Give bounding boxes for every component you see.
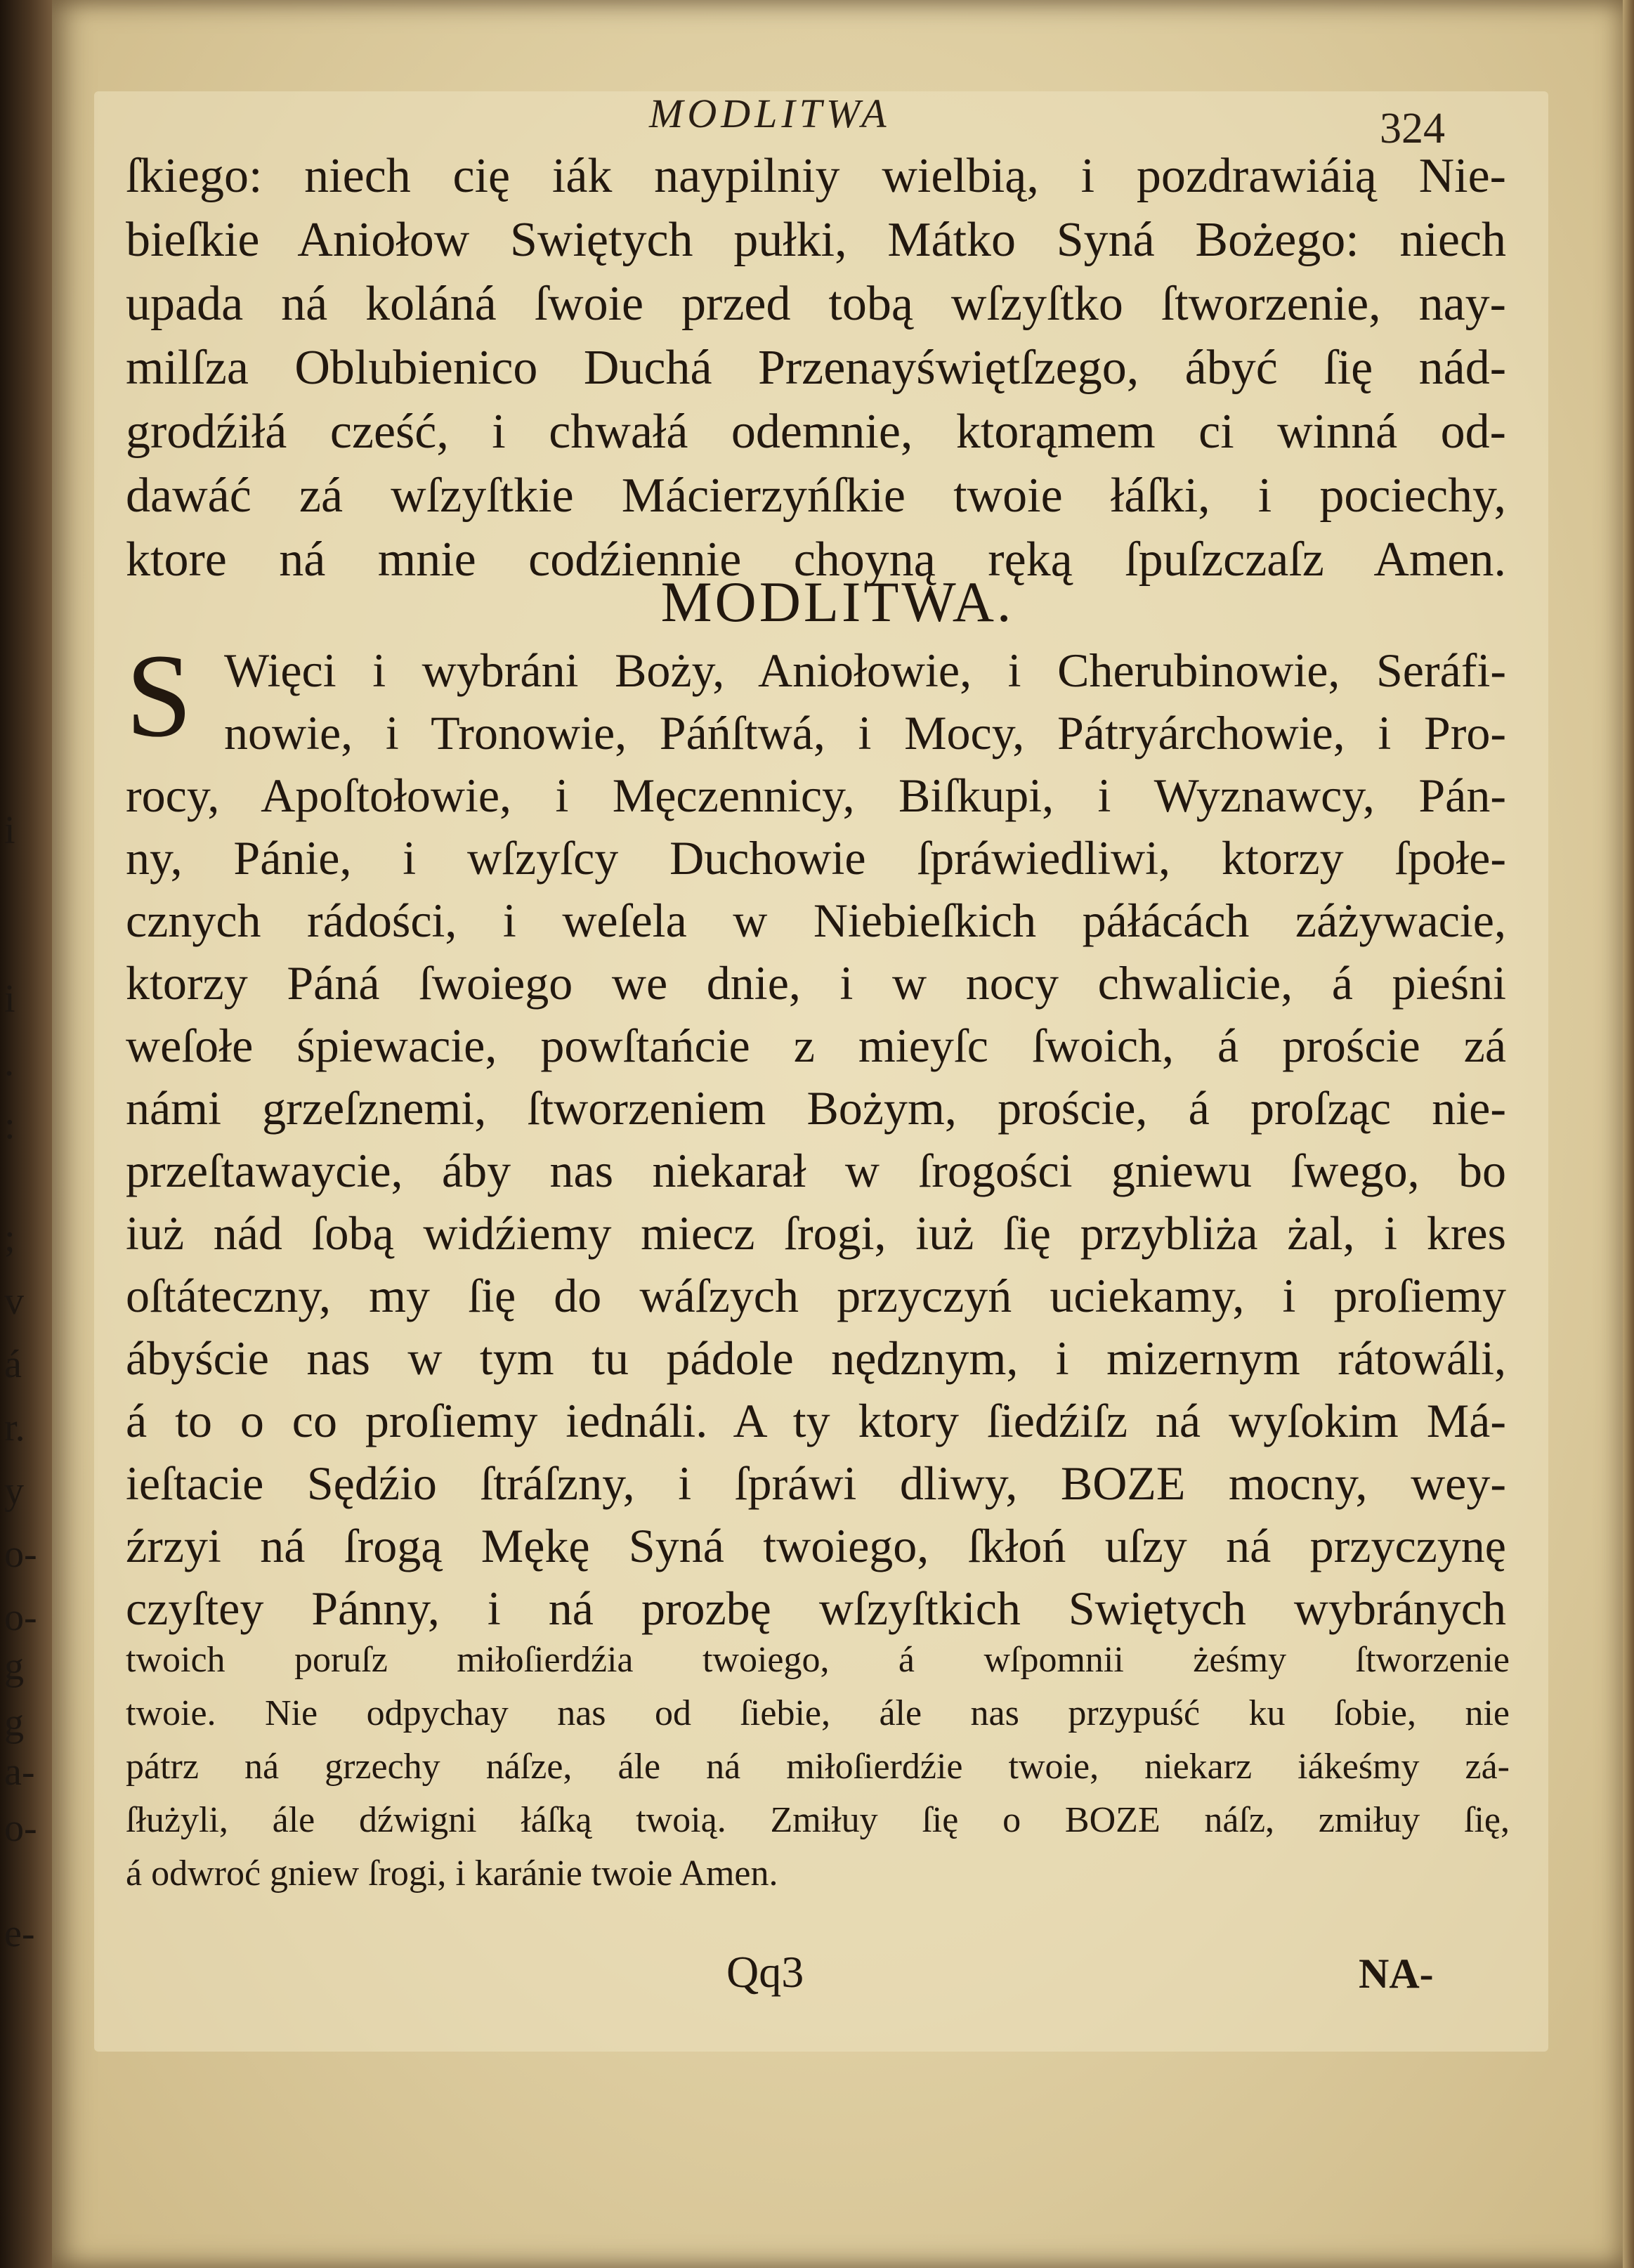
facing-page-edge <box>0 0 55 2268</box>
text-line: twoich poruſz miłoſierdźia twoiego, á wſpomnii żeśmy ſtworzenie <box>126 1640 1510 1680</box>
running-title: MODLITWA <box>649 91 891 136</box>
facing-page-fragment: á <box>4 1343 22 1386</box>
book-page <box>52 0 1623 2268</box>
text-line: czyſtey Pánny, i ná prozbę wſzyſtkich Swiętych wybránych <box>126 1582 1506 1635</box>
text-line: rocy, Apoſtołowie, i Męczennicy, Biſkupi, i Wyznawcy, Pán- <box>126 769 1506 822</box>
text-line: przeſtawaycie, áby nas niekarał w ſrogości gniewu ſwego, bo <box>126 1144 1506 1197</box>
text-line: dawáć zá wſzyſtkie Mácierzyńſkie twoie łáſki, i pociechy, <box>126 469 1506 523</box>
prayer-one-text <box>126 144 1506 592</box>
text-line: twoie. Nie odpychay nas od ſiebie, ále nas przypuść ku ſobie, nie <box>126 1693 1510 1733</box>
page-right-edge <box>1623 0 1634 2268</box>
text-line: ny, Pánie, i wſzyſcy Duchowie ſpráwiedliwi, ktorzy ſpołe- <box>126 831 1506 885</box>
page-number: 324 <box>1380 105 1445 152</box>
facing-page-fragment: o- <box>4 1596 37 1639</box>
text-line: milſza Oblubienico Duchá Przenayświętſzego, ábyć ſię nád- <box>126 341 1506 395</box>
facing-page-fragment: ; <box>4 1216 15 1260</box>
signature-mark: Qq3 <box>726 1947 804 1997</box>
text-line: ſłużyli, ále dźwigni łáſką twoią. Zmiłuy ſię o BOZE náſz, zmiłuy ſię, <box>126 1800 1510 1840</box>
facing-page-fragment: y <box>4 1469 24 1513</box>
text-line: bieſkie Aniołow Swiętych pułki, Mátko Syná Bożego: niech <box>126 213 1506 267</box>
text-line: ieſtacie Sędźio ſtráſzny, i ſpráwi dliwy, BOZE mocny, wey- <box>126 1456 1506 1510</box>
facing-page-fragment: o- <box>4 1806 37 1850</box>
page-header <box>52 77 1623 152</box>
facing-page-fragment: : <box>4 1104 15 1147</box>
text-line: iuż nád ſobą widźiemy miecz ſrogi, iuż ſię przybliża żal, i kres <box>126 1206 1506 1260</box>
text-line: oſtáteczny, my ſię do wáſzych przyczyń uciekamy, i proſiemy <box>126 1269 1506 1322</box>
facing-page-fragment: r. <box>4 1406 25 1449</box>
text-line: grodźiłá cześć, i chwałá odemnie, ktorąmem ci winná od- <box>126 405 1506 459</box>
facing-page-fragment: . <box>4 1041 14 1084</box>
text-line: Więci i wybráni Boży, Aniołowie, i Cherubinowie, Seráfi- <box>224 644 1506 697</box>
facing-page-fragment: g <box>4 1701 24 1745</box>
section-heading: MODLITWA. <box>660 570 1014 634</box>
text-line: ſkiego: niech cię iák naypilniy wielbią, i pozdrawiáią Nie- <box>126 149 1506 203</box>
prayer-two-text <box>126 639 1506 1640</box>
text-line: á odwroć gniew ſrogi, i karánie twoie Amen. <box>126 1853 778 1894</box>
text-line: námi grzeſznemi, ſtworzeniem Bożym, proście, á proſząc nie- <box>126 1081 1506 1135</box>
text-line: pátrz ná grzechy náſze, ále ná miłoſierdźie twoie, niekarz iákeśmy zá- <box>126 1747 1510 1787</box>
text-line: ktore ná mnie codźiennie choyną ręką ſpuſzczaſz Amen. <box>126 533 1506 587</box>
catchword: NA- <box>1359 1950 1434 1997</box>
text-line: á to o co proſiemy iednáli. A ty ktory ſiedźiſz ná wyſokim Má- <box>126 1394 1506 1447</box>
drop-capital: S <box>126 630 192 762</box>
text-line: upada ná koláná ſwoie przed tobą wſzyſtko ſtworzenie, nay- <box>126 277 1506 331</box>
facing-page-fragment: e- <box>4 1912 35 1955</box>
facing-page-fragment: v <box>4 1279 24 1323</box>
text-line: ktorzy Páná ſwoiego we dnie, i w nocy chwalicie, á pieśni <box>126 956 1506 1010</box>
facing-page-fragment: i <box>4 977 15 1021</box>
facing-page-fragment: i <box>4 809 15 852</box>
facing-page-fragment: g <box>4 1645 24 1688</box>
text-line: źrzyi ná ſrogą Mękę Syná twoiego, ſkłoń uſzy ná przyczynę <box>126 1519 1506 1572</box>
text-line: cznych rádości, i weſela w Niebieſkich páłácách záżywacie, <box>126 894 1506 947</box>
text-line: nowie, i Tronowie, Páńſtwá, i Mocy, Pátryárchowie, i Pro- <box>224 706 1506 760</box>
text-line: ábyście nas w tym tu pádole nędznym, i mizernym rátowáli, <box>126 1331 1506 1385</box>
facing-page-fragment: a- <box>4 1750 35 1794</box>
facing-page-fragment: o- <box>4 1532 37 1576</box>
prayer-two-small-text <box>126 1634 1510 1901</box>
text-line: weſołe śpiewacie, powſtańcie z mieyſc ſwoich, á proście zá <box>126 1019 1506 1072</box>
